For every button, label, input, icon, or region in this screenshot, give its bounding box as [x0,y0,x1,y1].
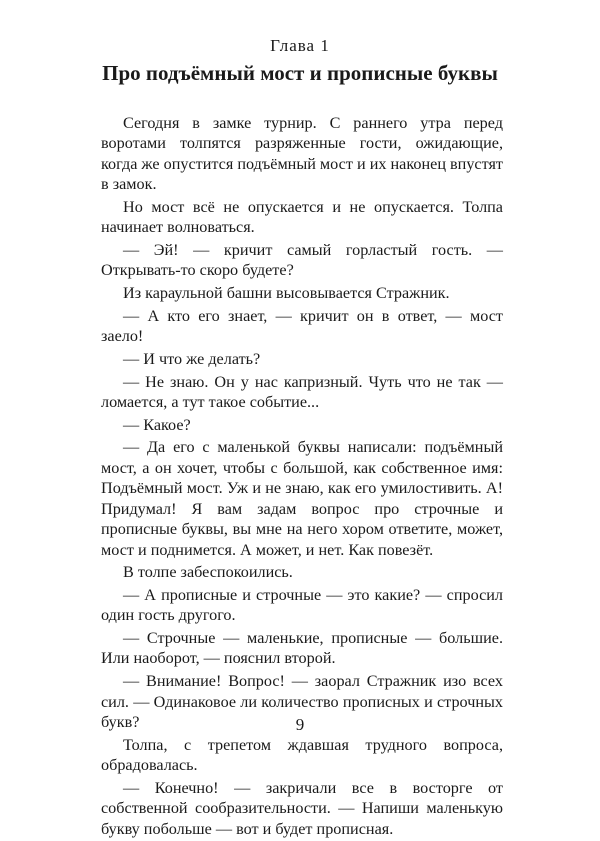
paragraph: — Эй! — кричит самый горластый гость. — Открывать-то скоро будете? [101,241,503,280]
paragraph: — Не знаю. Он у нас капризный. Чуть что не так — ломается, а тут такое событие... [101,372,503,412]
paragraph: — Какое? [123,415,191,434]
paragraph: — А прописные и строчные — это какие? — спросил один гость другого. [101,585,503,625]
paragraph: — Внимание! Вопрос! — заорал Стражник изо всех сил. — Одинаковое ли количество прописных и строчных букв? [101,672,503,731]
paragraph: Но мост всё не опускается и не опускается. Толпа начинает волноваться. [101,197,503,237]
paragraph: Из караульной башни высовывается Стражник. [123,284,450,303]
paragraph: — Да его с маленькой буквы написали: подъёмный мост, а он хочет, чтобы с большой, как собственное имя: Подъёмный мост. Уж и не знаю, как его умилостивить. А! Придумал! Я вам задам вопрос про строчные и прописные буквы, вы мне на него хором ответите, может, мост и поднимется. А может, и нет. Как повезёт. [101,438,503,559]
paragraph: В толпе забеспокоились. [123,563,293,582]
paragraph: — Строчные — маленькие, прописные — большие. Или наоборот, — пояснил второй. [101,629,503,668]
paragraph: — А кто его знает, — кричит он в ответ, — мост заело! [101,306,503,346]
chapter-title: Про подъёмный мост и прописные буквы [102,61,498,85]
chapter-label: Глава 1 [270,36,330,55]
paragraph: Толпа, с трепетом ждавшая трудного вопроса, обрадовалась. [101,735,503,775]
page-number: 9 [295,715,305,734]
paragraph: — И что же делать? [123,349,261,368]
paragraph: — Конечно! — закричали все в восторге от собственной сообразительности. — Напиши маленькую букву побольше — вот и будет прописная. [101,778,503,838]
paragraph: Сегодня в замке турнир. С раннего утра перед воротами толпятся разряженные гости, ожидающие, когда же опустится подъёмный мост и их наконец впустят в замок. [101,114,503,194]
